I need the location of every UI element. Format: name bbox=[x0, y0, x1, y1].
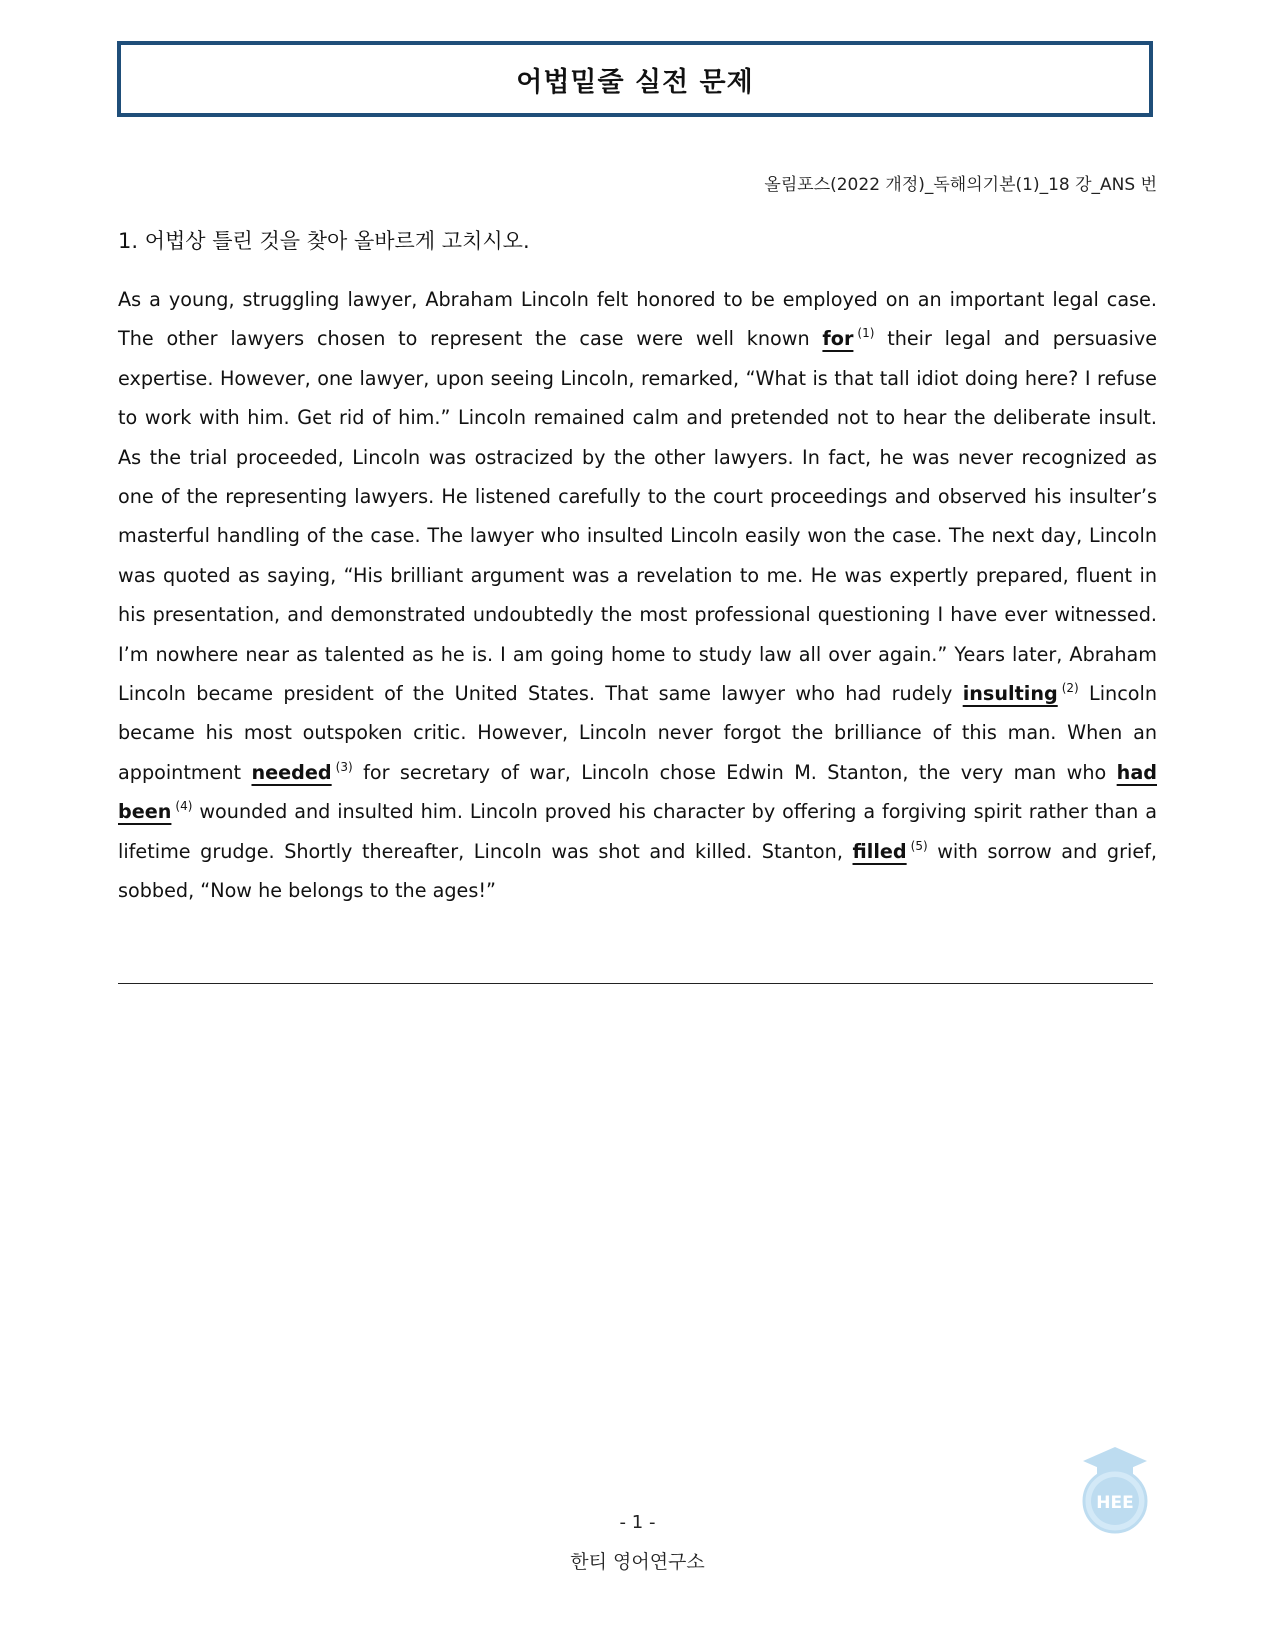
passage-text: Lincoln became his most outspoken critic. However, Lincoln never forgot the brilliance of this man. When an appointment bbox=[118, 682, 1157, 784]
passage bbox=[118, 280, 1157, 911]
passage-text: for secretary of war, Lincoln chose Edwin M. Stanton, the very man who bbox=[352, 760, 1117, 784]
answer-line bbox=[118, 983, 1153, 984]
logo-text: HEE bbox=[1096, 1493, 1134, 1513]
underlined-item-3: needed bbox=[251, 760, 332, 784]
title-box bbox=[117, 41, 1153, 117]
source-reference: 올림포스(2022 개정)_독해의기본(1)_18 강_ANS 번 bbox=[764, 175, 1157, 195]
item-number-5: (5) bbox=[910, 838, 928, 853]
item-number-2: (2) bbox=[1061, 681, 1079, 696]
underlined-item-2: insulting bbox=[962, 682, 1058, 706]
passage-text: As a young, struggling lawyer, Abraham Lincoln felt honored to be employed on an important legal case. The other lawyers chosen to represent the case were well known bbox=[118, 288, 1157, 351]
passage-text: their legal and persuasive expertise. However, one lawyer, upon seeing Lincoln, remarked, “What is that tall idiot doing here? I refuse to work with him. Get rid of him.” Lincoln remained calm and pretended not to hear the deliberate insult. As the trial proceeded, Lincoln was ostracized by the other lawyers. In fact, he was never recognized as one of the representing lawyers. He listened carefully to the court proceedings and observed his insulter’s masterful handling of the case. The lawyer who insulted Lincoln easily won the case. The next day, Lincoln was quoted as saying, “His brilliant argument was a revelation to me. He was expertly prepared, fluent in his presentation, and demonstrated undoubtedly the most professional questioning I have ever witnessed. I’m nowhere near as talented as he is. I am going home to study law all over again.” Years later, Abraham Lincoln became president of the United States. That same lawyer who had rudely bbox=[118, 327, 1158, 706]
page-number: - 1 - bbox=[619, 1512, 656, 1533]
passage-text: wounded and insulted him. Lincoln proved his character by offering a forgiving spirit rather than a lifetime grudge. Shortly thereafter, Lincoln was shot and killed. Stanton, bbox=[118, 800, 1157, 863]
question-prompt: 1. 어법상 틀린 것을 찾아 올바르게 고치시오. bbox=[118, 229, 530, 253]
underlined-item-1: for bbox=[822, 327, 854, 351]
underlined-item-4: had been bbox=[118, 760, 1157, 824]
underlined-item-5: filled bbox=[852, 839, 907, 863]
footer-organization: 한티 영어연구소 bbox=[570, 1551, 705, 1573]
item-number-4: (4) bbox=[175, 799, 193, 814]
page-title: 어법밑줄 실전 문제 bbox=[516, 66, 754, 98]
item-number-1: (1) bbox=[857, 326, 875, 341]
item-number-3: (3) bbox=[335, 759, 353, 774]
passage-text: with sorrow and grief, sobbed, “Now he belongs to the ages!” bbox=[118, 839, 1157, 903]
